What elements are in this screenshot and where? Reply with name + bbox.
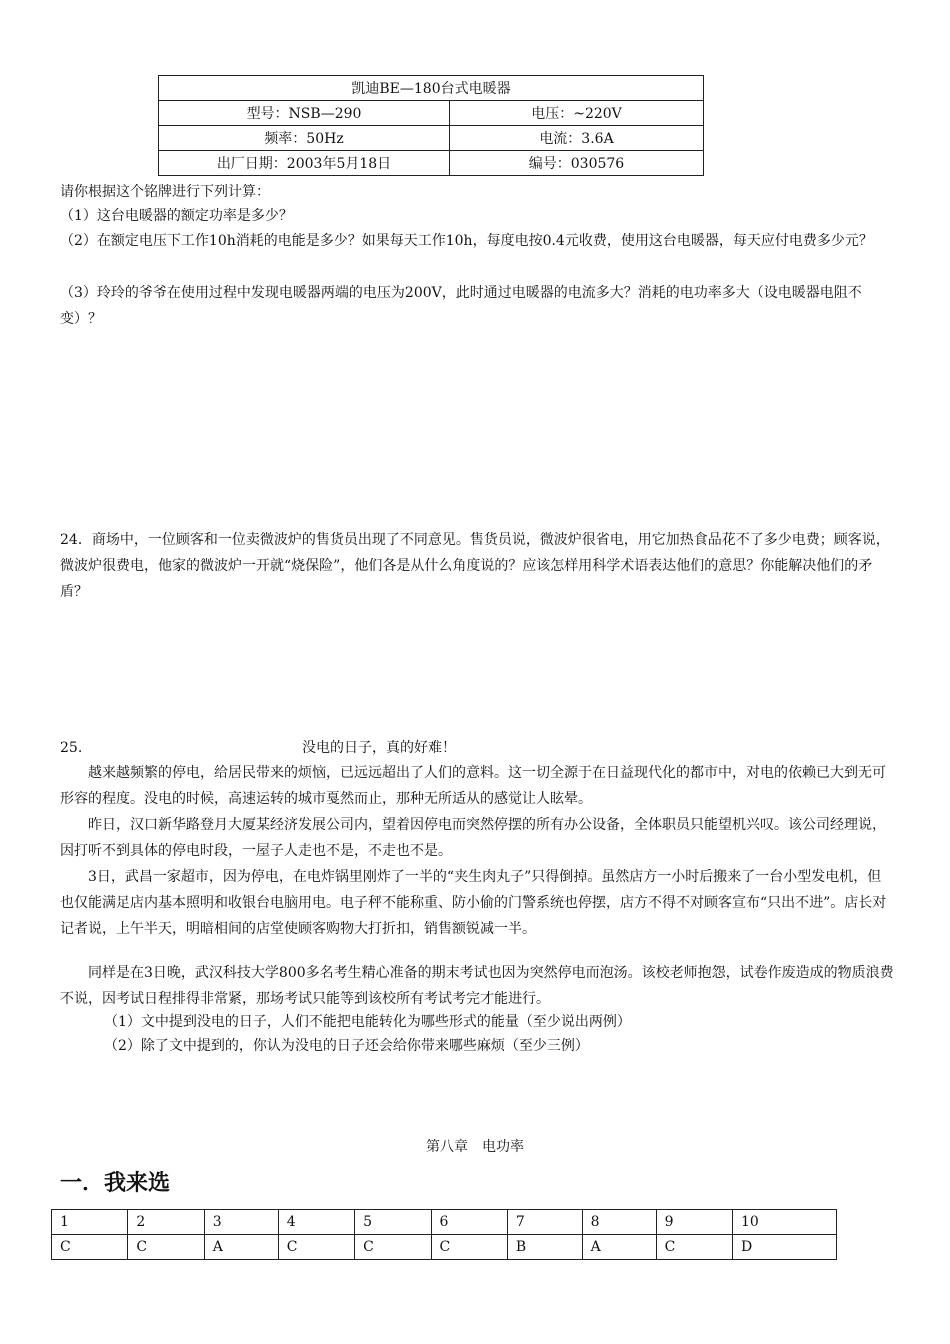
answer-choice: C bbox=[52, 1235, 128, 1260]
nameplate-frequency: 频率：50Hz bbox=[159, 126, 450, 151]
answer-number: 5 bbox=[355, 1210, 431, 1235]
answer-number: 9 bbox=[656, 1210, 732, 1235]
q23-intro: 请你根据这个铭牌进行下列计算： bbox=[60, 184, 270, 200]
answer-choice: C bbox=[128, 1235, 204, 1260]
section-heading: 一．我来选 bbox=[60, 1171, 171, 1196]
q25-paragraph-2: 昨日，汉口新华路登月大厦某经济发展公司内，望着因停电而突然停摆的所有办公设备，全体职员只能望机兴叹。该公司经理说，因打听不到具体的停电时段，一屋子人走也不是，不走也不是。 bbox=[60, 817, 886, 859]
answer-number: 4 bbox=[278, 1210, 354, 1235]
answer-number: 1 bbox=[52, 1210, 128, 1235]
answer-choice: A bbox=[582, 1235, 656, 1260]
answer-number: 8 bbox=[582, 1210, 656, 1235]
answer-number: 6 bbox=[431, 1210, 507, 1235]
answer-number: 10 bbox=[733, 1210, 837, 1235]
q24-text: 24．商场中，一位顾客和一位卖微波炉的售货员出现了不同意见。售货员说，微波炉很省电，用它加热食品花不了多少电费；顾客说，微波炉很费电，他家的微波炉一开就“烧保险”，他们各是从什么角度说的？应该怎样用科学术语表达他们的意思？你能解决他们的矛盾？ bbox=[60, 532, 890, 600]
q23-part1: （1）这台电暖器的额定功率是多少？ bbox=[60, 208, 293, 224]
nameplate-voltage: 电压：~220V bbox=[450, 101, 704, 126]
q25-subquestion-1: （1）文中提到没电的日子，人们不能把电能转化为哪些形式的能量（至少说出两例） bbox=[104, 1014, 631, 1030]
answer-choice: B bbox=[507, 1235, 582, 1260]
nameplate-date: 出厂日期：2003年5月18日 bbox=[159, 151, 450, 176]
q25-title: 没电的日子，真的好难！ bbox=[302, 740, 456, 756]
answer-choice: D bbox=[733, 1235, 837, 1260]
nameplate-model: 型号：NSB—290 bbox=[159, 101, 450, 126]
nameplate-title: 凯迪BE—180台式电暖器 bbox=[159, 76, 704, 101]
q25-paragraph-1: 越来越频繁的停电，给居民带来的烦恼，已远远超出了人们的意料。这一切全源于在日益现代化的都市中，对电的依赖已大到无可形容的程度。没电的时候，高速运转的城市戛然而止，那种无所适从的感觉让人眩晕。 bbox=[60, 765, 886, 807]
answer-choice: C bbox=[355, 1235, 431, 1260]
q25-paragraph-4: 同样是在3日晚，武汉科技大学800多名考生精心准备的期末考试也因为突然停电而泡汤。该校老师抱怨，试卷作废造成的物质浪费不说，因考试日程排得非常紧，那场考试只能等到该校所有考试考完才能进行。 bbox=[60, 965, 894, 1007]
chapter-title: 第八章 电功率 bbox=[426, 1139, 524, 1155]
nameplate-table bbox=[158, 75, 704, 176]
answer-number-row bbox=[52, 1210, 837, 1235]
nameplate-current: 电流：3.6A bbox=[450, 126, 704, 151]
answer-choice: A bbox=[204, 1235, 278, 1260]
answer-number: 2 bbox=[128, 1210, 204, 1235]
q25-number: 25. bbox=[60, 740, 83, 756]
q23-part3: （3）玲玲的爷爷在使用过程中发现电暖器两端的电压为200V，此时通过电暖器的电流多大？消耗的电功率多大（设电暖器电阻不变）？ bbox=[60, 285, 862, 327]
answer-choice: C bbox=[431, 1235, 507, 1260]
q25-paragraph-3: 3日，武昌一家超市，因为停电，在电炸锅里刚炸了一半的“夹生肉丸子”只得倒掉。虽然店方一小时后搬来了一台小型发电机，但也仅能满足店内基本照明和收银台电脑用电。电子秤不能称重、防小偷的门警系统也停摆，店方不得不对顾客宣布“只出不进”。店长对记者说，上午半天，明暗相间的店堂使顾客购物大打折扣，销售额锐减一半。 bbox=[60, 869, 887, 937]
answer-choice-row bbox=[52, 1235, 837, 1260]
nameplate-serial: 编号：030576 bbox=[450, 151, 704, 176]
q23-part2: （2）在额定电压下工作10h消耗的电能是多少？如果每天工作10h，每度电按0.4元收费，使用这台电暖器，每天应付电费多少元？ bbox=[60, 233, 873, 249]
answer-choice: C bbox=[656, 1235, 732, 1260]
answer-number: 3 bbox=[204, 1210, 278, 1235]
q25-subquestion-2: （2）除了文中提到的，你认为没电的日子还会给你带来哪些麻烦（至少三例） bbox=[104, 1038, 589, 1054]
answer-number: 7 bbox=[507, 1210, 582, 1235]
answer-choice: C bbox=[278, 1235, 354, 1260]
answer-table bbox=[51, 1209, 837, 1260]
